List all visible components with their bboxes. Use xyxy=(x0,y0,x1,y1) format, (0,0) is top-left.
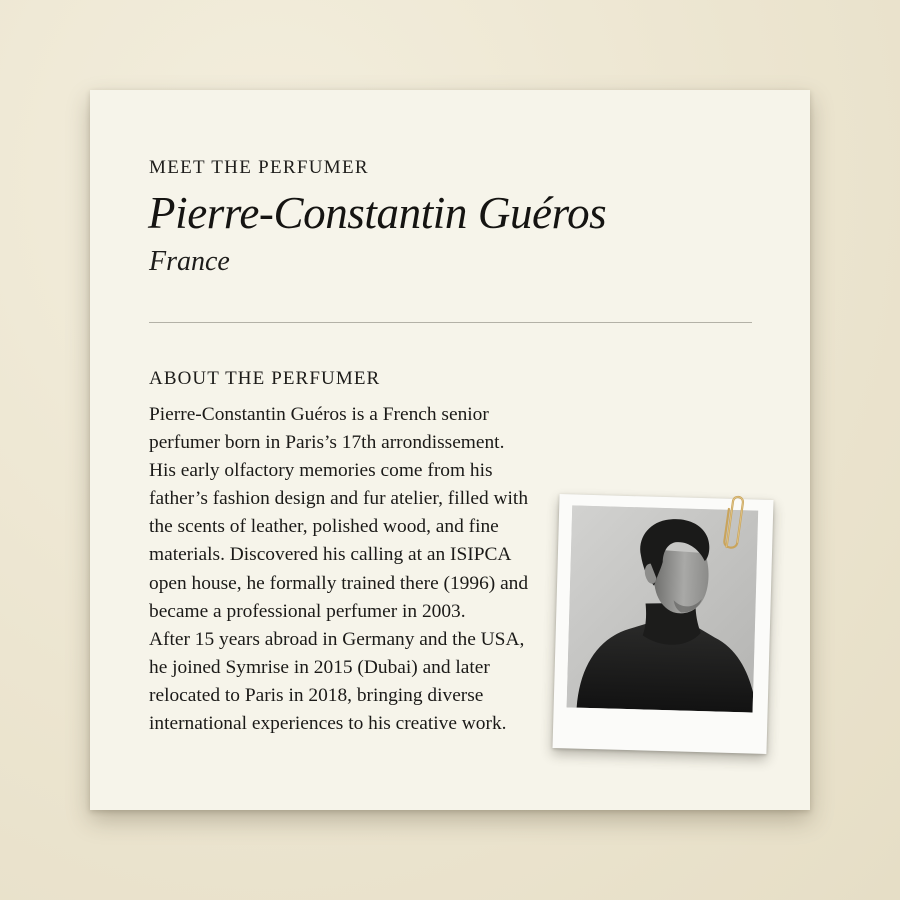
section-kicker: MEET THE PERFUMER xyxy=(149,157,369,178)
about-text xyxy=(149,401,569,738)
perfumer-name: Pierre-Constantin Guéros xyxy=(148,188,607,238)
about-text-line: materials. Discovered his calling at an ISIPCA xyxy=(149,544,512,566)
divider xyxy=(149,322,752,323)
about-text-line: After 15 years abroad in Germany and the USA, xyxy=(149,628,525,650)
about-text-line: Pierre-Constantin Guéros is a French senior xyxy=(149,404,489,425)
about-text-line: the scents of leather, polished wood, and fine xyxy=(149,516,499,538)
about-text-line: His early olfactory memories come from his xyxy=(149,460,493,482)
about-text-line: open house, he formally trained there (1996) and xyxy=(149,572,529,594)
about-section-title: ABOUT THE PERFUMER xyxy=(149,368,381,389)
about-text-line: became a professional perfumer in 2003. xyxy=(149,600,466,622)
about-text-line: he joined Symrise in 2015 (Dubai) and later xyxy=(149,656,490,678)
about-text-line: relocated to Paris in 2018, bringing diverse xyxy=(149,684,484,706)
about-text-line: perfumer born in Paris’s 17th arrondissement. xyxy=(149,432,505,454)
about-text-line: father’s fashion design and fur atelier, filled with xyxy=(149,488,529,510)
about-text-line: international experiences to his creative work. xyxy=(149,713,507,735)
perfumer-country: France xyxy=(149,246,230,277)
